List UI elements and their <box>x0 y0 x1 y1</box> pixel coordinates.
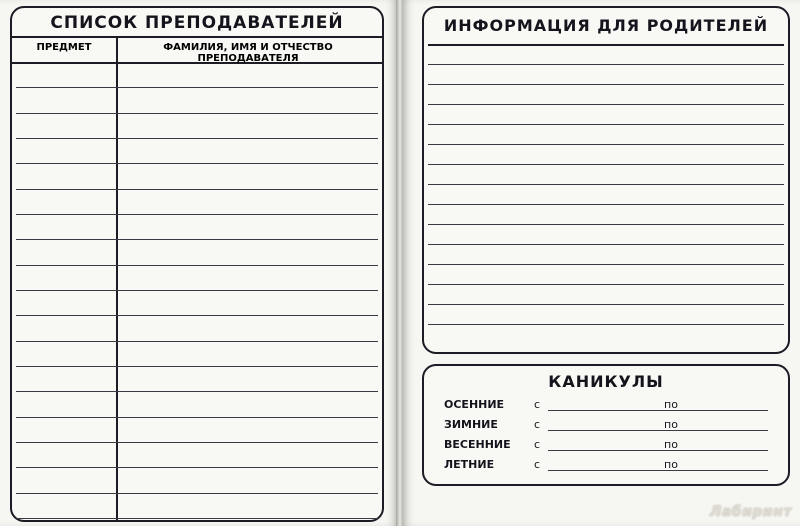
info-line <box>428 124 784 125</box>
info-line <box>428 264 784 265</box>
teacher-row-line <box>16 113 378 114</box>
teacher-row-line <box>16 518 378 519</box>
holidays-title: КАНИКУЛЫ <box>548 372 664 391</box>
teacher-row-line <box>16 265 378 266</box>
teacher-row-line <box>16 391 378 392</box>
from-label: с <box>534 418 541 431</box>
to-date-line[interactable] <box>684 430 768 431</box>
teacher-row-line <box>16 290 378 291</box>
to-label: по <box>664 398 678 411</box>
info-line <box>428 224 784 225</box>
info-line <box>428 164 784 165</box>
subject-column-header: ПРЕДМЕТ <box>36 42 92 53</box>
info-line <box>428 84 784 85</box>
from-label: с <box>534 398 541 411</box>
holiday-label: ЗИМНИЕ <box>444 418 498 431</box>
teacher-row-line <box>16 163 378 164</box>
parents-info-box <box>422 6 790 354</box>
holiday-row <box>444 398 768 414</box>
info-line <box>428 304 784 305</box>
teacher-row-line <box>16 138 378 139</box>
teachers-header-row <box>12 36 382 64</box>
teacher-row-line <box>16 442 378 443</box>
info-line <box>428 244 784 245</box>
to-label: по <box>664 458 678 471</box>
info-line <box>428 204 784 205</box>
holiday-label: ОСЕННИЕ <box>444 398 505 411</box>
info-line <box>428 104 784 105</box>
teachers-body <box>12 62 382 520</box>
teacher-row-line <box>16 366 378 367</box>
to-label: по <box>664 438 678 451</box>
to-date-line[interactable] <box>684 450 768 451</box>
from-label: с <box>534 458 541 471</box>
to-label: по <box>664 418 678 431</box>
teacher-row-line <box>16 214 378 215</box>
labirint-watermark-logo: Лабиринт <box>709 504 792 520</box>
holiday-label: ЛЕТНИЕ <box>444 458 495 471</box>
teacher-row-line <box>16 87 378 88</box>
teacher-row-line <box>16 467 378 468</box>
parents-info-title: ИНФОРМАЦИЯ ДЛЯ РОДИТЕЛЕЙ <box>443 16 769 35</box>
to-date-line[interactable] <box>684 410 768 411</box>
right-page <box>402 0 800 526</box>
holiday-label: ВЕСЕННИЕ <box>444 438 511 451</box>
info-line <box>428 324 784 325</box>
name-column-header: ФАМИЛИЯ, ИМЯ И ОТЧЕСТВО ПРЕПОДАВАТЕЛЯ <box>163 42 333 64</box>
column-divider <box>116 62 118 520</box>
teachers-table <box>10 6 384 522</box>
to-date-line[interactable] <box>684 470 768 471</box>
teachers-title: СПИСОК ПРЕПОДАВАТЕЛЕЙ <box>50 13 344 33</box>
holiday-row <box>444 438 768 454</box>
teacher-row-line <box>16 341 378 342</box>
info-line <box>428 44 784 46</box>
info-line <box>428 144 784 145</box>
teacher-row-line <box>16 493 378 494</box>
from-label: с <box>534 438 541 451</box>
left-page <box>0 0 398 526</box>
teacher-row-line <box>16 315 378 316</box>
teacher-row-line <box>16 189 378 190</box>
holiday-row <box>444 418 768 434</box>
info-line <box>428 184 784 185</box>
teacher-row-line <box>16 239 378 240</box>
holidays-box <box>422 364 790 486</box>
info-line <box>428 64 784 65</box>
holiday-row <box>444 458 768 474</box>
info-line <box>428 284 784 285</box>
teacher-row-line <box>16 417 378 418</box>
